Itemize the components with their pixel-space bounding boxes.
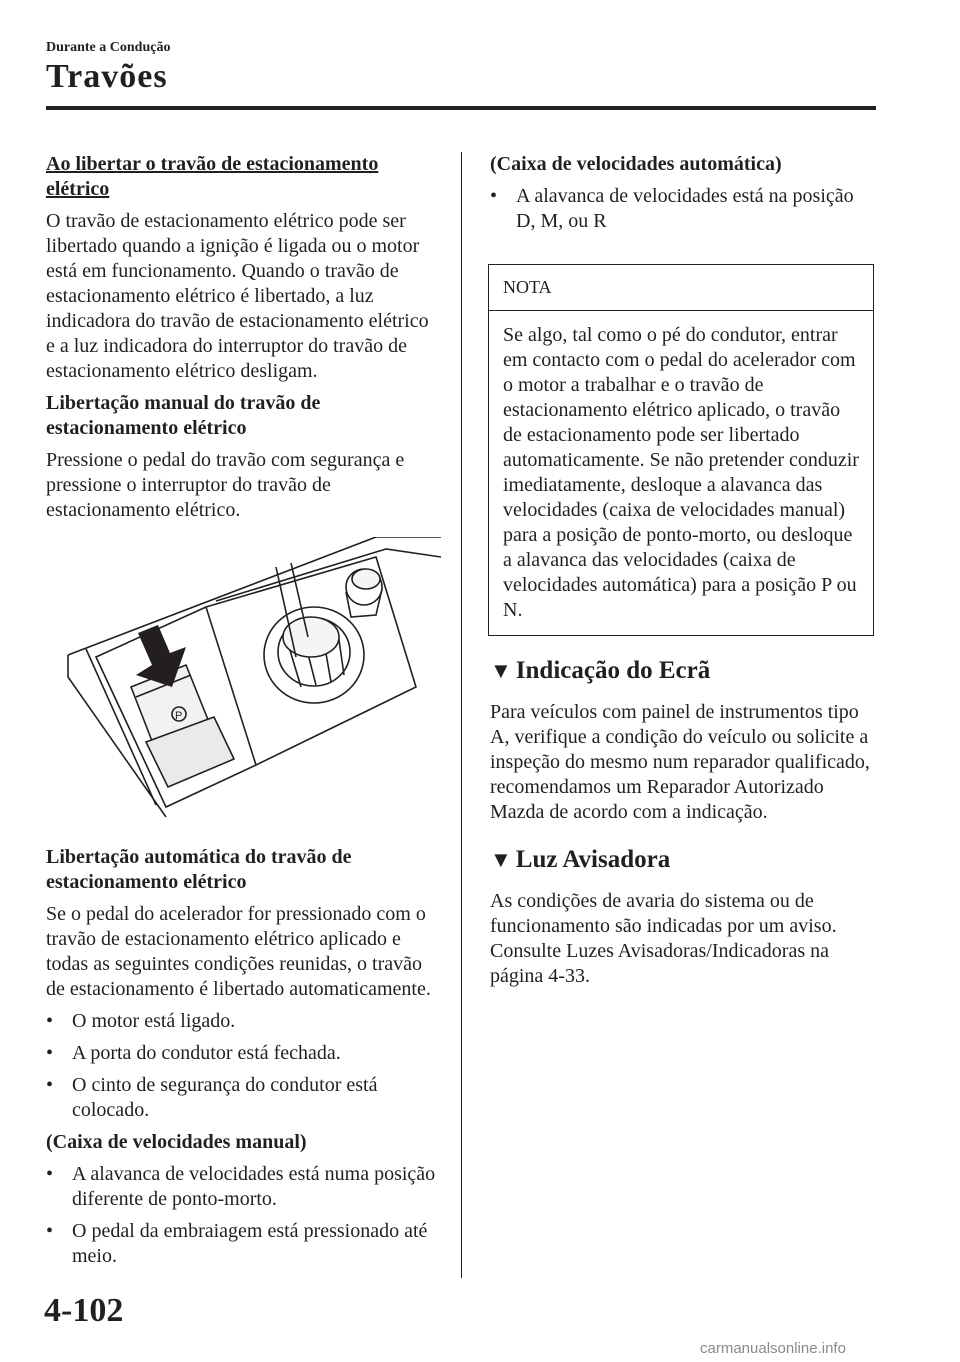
triangle-icon: ▼ (490, 847, 512, 872)
heading-auto-release: Libertação automática do travão de estacionamento elétrico (46, 846, 352, 893)
para-auto-release: Se o pedal do acelerador for pressionado com o travão de estacionamento elétrico aplicado e todas as seguintes condições reunidas, o travão de estacionamento é libertado automaticamente. (46, 903, 431, 1000)
note-text: Se algo, tal como o pé do condutor, entrar em contacto com o pedal do acelerador com o motor a trabalhar e o travão de estacionamento elétrico aplicado, o travão de estacionamento pode ser libertado automaticamente. Se não pretender conduzir imediatamente, desloque a alavanca das velocidades (caixa de velocidades manual) para a posição de ponto-morto, ou desloque a alavanca das velocidades (caixa de velocidades automática) para a posição P ou N. (503, 324, 859, 621)
page-number: 4-102 (44, 1292, 124, 1329)
right-column (490, 152, 876, 996)
column-divider (461, 152, 462, 1278)
bullet-item: • O motor está ligado. (46, 1010, 236, 1032)
para-warning-2: Consulte Luzes Avisadoras/Indicadoras na página 4-33. (490, 940, 829, 987)
heading-manual-transmission: (Caixa de velocidades manual) (46, 1131, 307, 1153)
bullet-item: • A porta do condutor está fechada. (46, 1042, 341, 1064)
header-rule (46, 106, 876, 110)
bullet-item: • O pedal da embraiagem está pressionado até meio. (46, 1220, 428, 1267)
bullet-icon: • (46, 1042, 54, 1064)
heading-warning-light: ▼ Luz Avisadora (490, 846, 671, 873)
parking-brake-figure (46, 537, 441, 827)
note-box (488, 264, 874, 636)
heading-manual-release: Libertação manual do travão de estacionamento elétrico (46, 392, 321, 439)
heading-release: Ao libertar o travão de estacionamento elétrico (46, 153, 379, 200)
bullet-item: • A alavanca de velocidades está numa posição diferente de ponto-morto. (46, 1163, 436, 1210)
heading-auto-transmission: (Caixa de velocidades automática) (490, 153, 782, 175)
bullet-icon: • (46, 1010, 54, 1032)
bullet-icon: • (490, 185, 498, 207)
para-warning-1: As condições de avaria do sistema ou de funcionamento são indicadas por um aviso. (490, 890, 837, 937)
svg-text:P: P (175, 710, 183, 722)
para-release: O travão de estacionamento elétrico pode ser libertado quando a ignição é ligada ou o motor está em funcionamento. Quando o travão de estacionamento elétrico é libertado, a luz indicadora do travão de estacionamento elétrico e a luz indicadora do interruptor do travão de estacionamento elétrico desligam. (46, 210, 429, 382)
left-column (46, 152, 441, 1276)
para-manual-release: Pressione o pedal do travão com segurança e pressione o interruptor do travão de estacionamento elétrico. (46, 449, 405, 521)
bullet-icon: • (46, 1074, 54, 1096)
triangle-icon: ▼ (490, 658, 512, 683)
bullet-icon: • (46, 1220, 54, 1242)
bullet-item: • A alavanca de velocidades está na posição D, M, ou R (490, 185, 854, 232)
bullet-item: • O cinto de segurança do condutor está colocado. (46, 1074, 378, 1121)
para-display: Para veículos com painel de instrumentos tipo A, verifique a condição do veículo ou solicite a inspeção do mesmo num reparador qualificado, recomendamos um Reparador Autorizado Mazda de acordo com a indicação. (490, 701, 870, 823)
chapter-title: Travões (46, 58, 168, 95)
heading-display: ▼ Indicação do Ecrã (490, 657, 711, 684)
section-label: Durante a Condução (46, 40, 171, 55)
note-title: NOTA (489, 265, 873, 311)
watermark: carmanualsonline.info (700, 1340, 846, 1357)
bullet-icon: • (46, 1163, 54, 1185)
parking-brake-switch-icon (46, 537, 441, 827)
